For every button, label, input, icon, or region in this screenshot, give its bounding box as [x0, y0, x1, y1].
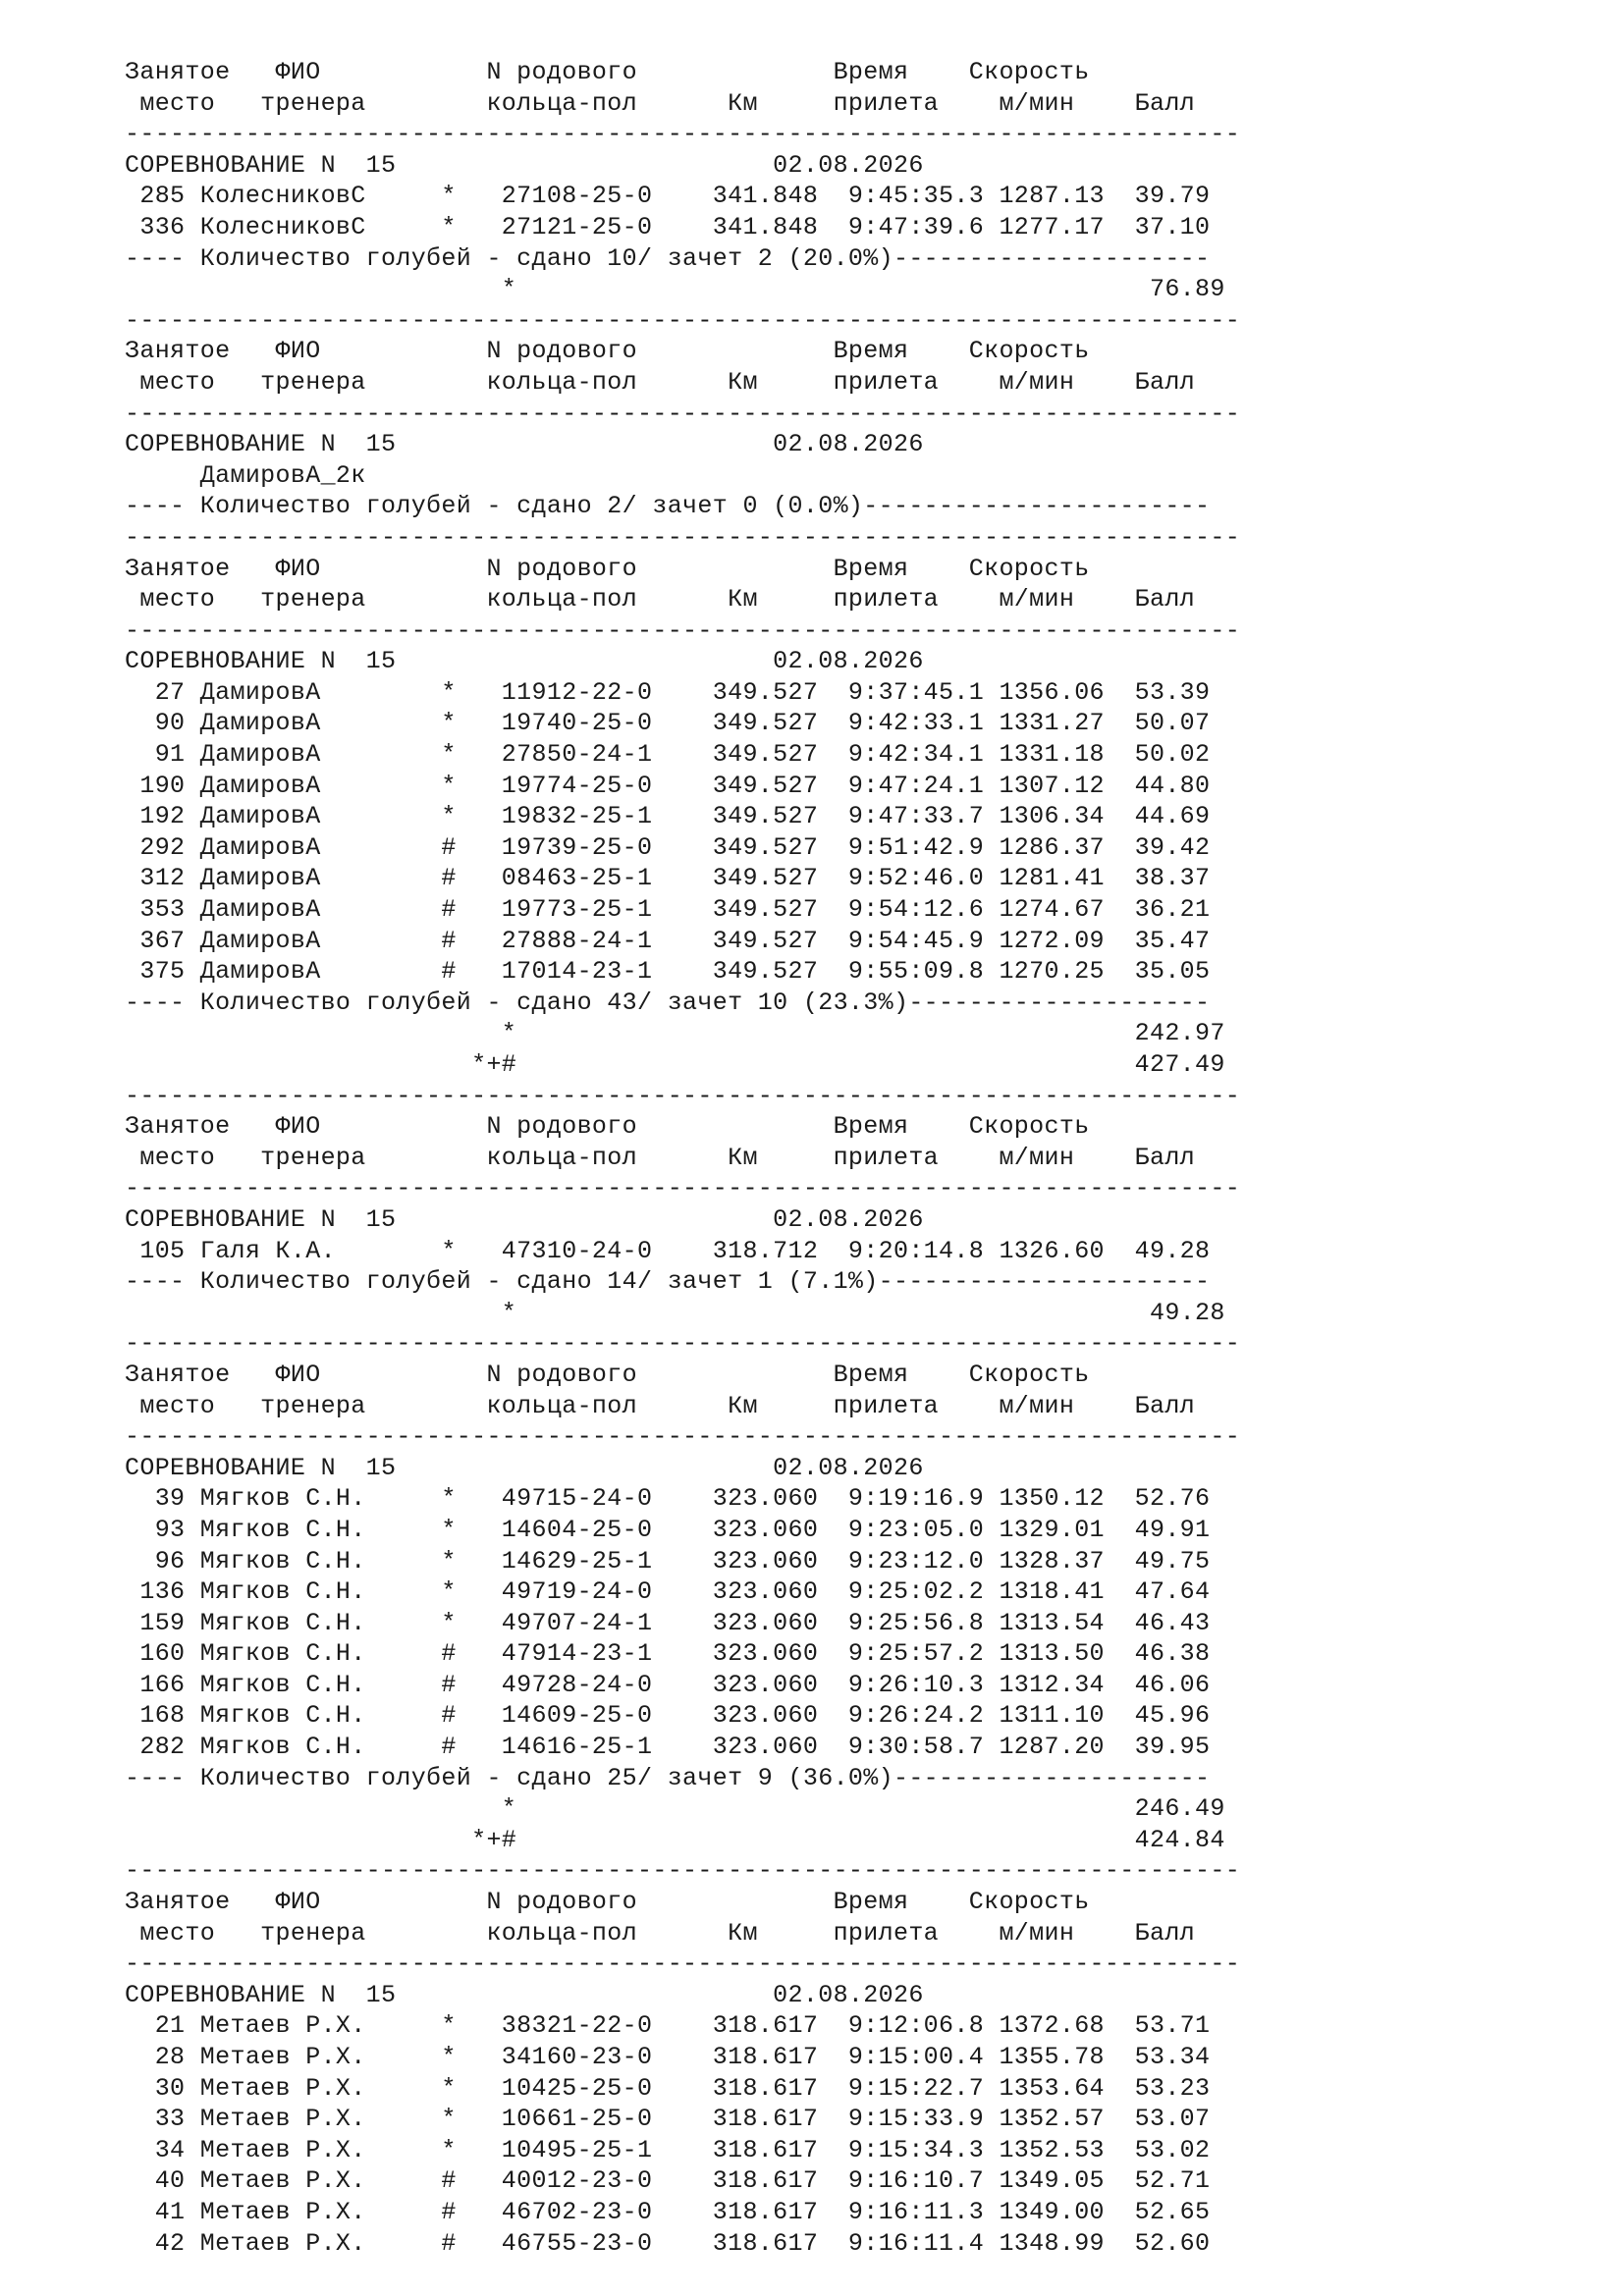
report-line: --------------------------------------------------------------------------: [125, 1174, 1241, 1203]
report-line: *+# 427.49: [125, 1050, 1225, 1079]
report-line: --------------------------------------------------------------------------: [125, 522, 1241, 552]
report-line: * 242.97: [125, 1019, 1225, 1048]
report-line: --------------------------------------------------------------------------: [125, 1856, 1241, 1886]
report-line: 160 Мягков С.Н. # 47914-23-1 323.060 9:25:57.2 1313.50 46.38: [125, 1639, 1211, 1669]
report-line: 30 Метаев Р.Х. * 10425-25-0 318.617 9:15:22.7 1353.64 53.23: [125, 2073, 1211, 2103]
report-line: 285 КолесниковС * 27108-25-0 341.848 9:45:35.3 1287.13 39.79: [125, 182, 1211, 211]
report-line: 40 Метаев Р.Х. # 40012-23-0 318.617 9:16:10.7 1349.05 52.71: [125, 2166, 1211, 2196]
report-line: 292 ДамировА # 19739-25-0 349.527 9:51:42.9 1286.37 39.42: [125, 832, 1211, 862]
report-line: СОРЕВНОВАНИЕ N 15 02.08.2026: [125, 1980, 924, 2009]
report-line: 166 Мягков С.Н. # 49728-24-0 323.060 9:26:10.3 1312.34 46.06: [125, 1670, 1211, 1699]
report-line: * 76.89: [125, 275, 1225, 304]
report-line: --------------------------------------------------------------------------: [125, 1081, 1241, 1110]
report-line: 190 ДамировА * 19774-25-0 349.527 9:47:24.1 1307.12 44.80: [125, 771, 1211, 800]
report-line: * 49.28: [125, 1298, 1225, 1327]
report-line: ---- Количество голубей - сдано 14/ зачет 1 (7.1%)----------------------: [125, 1267, 1211, 1297]
report-line: Занятое ФИО N родового Время Скорость: [125, 58, 1090, 86]
report-line: 42 Метаев Р.Х. # 46755-23-0 318.617 9:16:11.4 1348.99 52.60: [125, 2228, 1211, 2258]
report-line: СОРЕВНОВАНИЕ N 15 02.08.2026: [125, 150, 924, 180]
report-line: ДамировА_2к: [125, 460, 366, 490]
report-line: 375 ДамировА # 17014-23-1 349.527 9:55:09.8 1270.25 35.05: [125, 957, 1211, 987]
report-line: --------------------------------------------------------------------------: [125, 615, 1241, 645]
report-line: 105 Галя К.А. * 47310-24-0 318.712 9:20:14.8 1326.60 49.28: [125, 1236, 1211, 1265]
report-line: 27 ДамировА * 11912-22-0 349.527 9:37:45.1 1356.06 53.39: [125, 677, 1211, 707]
report-line: 367 ДамировА # 27888-24-1 349.527 9:54:45.9 1272.09 35.47: [125, 926, 1211, 955]
report-line: 353 ДамировА # 19773-25-1 349.527 9:54:12.6 1274.67 36.21: [125, 895, 1211, 925]
report-line: 91 ДамировА * 27850-24-1 349.527 9:42:34.1 1331.18 50.02: [125, 740, 1211, 770]
race-results-report: [125, 57, 1240, 2259]
report-line: --------------------------------------------------------------------------: [125, 399, 1241, 428]
report-line: место тренера кольца-пол Км прилета м/мин Балл: [125, 88, 1196, 118]
report-line: --------------------------------------------------------------------------: [125, 305, 1241, 335]
report-line: 33 Метаев Р.Х. * 10661-25-0 318.617 9:15:33.9 1352.57 53.07: [125, 2105, 1211, 2134]
report-line: ---- Количество голубей - сдано 10/ зачет 2 (20.0%)---------------------: [125, 243, 1211, 273]
report-line: 28 Метаев Р.Х. * 34160-23-0 318.617 9:15:00.4 1355.78 53.34: [125, 2043, 1211, 2071]
report-line: СОРЕВНОВАНИЕ N 15 02.08.2026: [125, 647, 924, 676]
report-line: СОРЕВНОВАНИЕ N 15 02.08.2026: [125, 1204, 924, 1234]
report-line: 41 Метаев Р.Х. # 46702-23-0 318.617 9:16:11.3 1349.00 52.65: [125, 2197, 1211, 2226]
report-line: 168 Мягков С.Н. # 14609-25-0 323.060 9:26:24.2 1311.10 45.96: [125, 1701, 1211, 1731]
report-line: 34 Метаев Р.Х. * 10495-25-1 318.617 9:15:34.3 1352.53 53.02: [125, 2135, 1211, 2164]
report-line: ---- Количество голубей - сдано 25/ зачет 9 (36.0%)---------------------: [125, 1763, 1211, 1792]
report-line: место тренера кольца-пол Км прилета м/мин Балл: [125, 585, 1196, 614]
report-line: 159 Мягков С.Н. * 49707-24-1 323.060 9:25:56.8 1313.54 46.43: [125, 1608, 1211, 1637]
report-line: Занятое ФИО N родового Время Скорость: [125, 1888, 1090, 1917]
report-line: Занятое ФИО N родового Время Скорость: [125, 554, 1090, 583]
report-line: ---- Количество голубей - сдано 43/ зачет 10 (23.3%)--------------------: [125, 988, 1211, 1017]
report-line: ---- Количество голубей - сдано 2/ зачет 0 (0.0%)-----------------------: [125, 492, 1211, 521]
report-line: --------------------------------------------------------------------------: [125, 1329, 1241, 1359]
report-line: Занятое ФИО N родового Время Скорость: [125, 1360, 1090, 1389]
report-line: 312 ДамировА # 08463-25-1 349.527 9:52:46.0 1281.41 38.37: [125, 864, 1211, 893]
report-line: 336 КолесниковС * 27121-25-0 341.848 9:47:39.6 1277.17 37.10: [125, 212, 1211, 241]
report-line: 21 Метаев Р.Х. * 38321-22-0 318.617 9:12:06.8 1372.68 53.71: [125, 2011, 1211, 2041]
report-line: 90 ДамировА * 19740-25-0 349.527 9:42:33.1 1331.27 50.07: [125, 709, 1211, 738]
report-line: место тренера кольца-пол Км прилета м/мин Балл: [125, 1143, 1196, 1172]
report-line: Занятое ФИО N родового Время Скорость: [125, 1112, 1090, 1142]
report-line: 136 Мягков С.Н. * 49719-24-0 323.060 9:25:02.2 1318.41 47.64: [125, 1577, 1211, 1607]
report-line: Занятое ФИО N родового Время Скорость: [125, 337, 1090, 366]
report-line: место тренера кольца-пол Км прилета м/мин Балл: [125, 367, 1196, 397]
report-line: 93 Мягков С.Н. * 14604-25-0 323.060 9:23:05.0 1329.01 49.91: [125, 1515, 1211, 1544]
report-line: --------------------------------------------------------------------------: [125, 1949, 1241, 1979]
report-line: место тренера кольца-пол Км прилета м/мин Балл: [125, 1391, 1196, 1420]
report-line: 192 ДамировА * 19832-25-1 349.527 9:47:33.7 1306.34 44.69: [125, 802, 1211, 831]
report-line: СОРЕВНОВАНИЕ N 15 02.08.2026: [125, 430, 924, 459]
report-line: 39 Мягков С.Н. * 49715-24-0 323.060 9:19:16.9 1350.12 52.76: [125, 1484, 1211, 1514]
report-line: --------------------------------------------------------------------------: [125, 1422, 1241, 1452]
report-line: 96 Мягков С.Н. * 14629-25-1 323.060 9:23:12.0 1328.37 49.75: [125, 1546, 1211, 1575]
report-line: СОРЕВНОВАНИЕ N 15 02.08.2026: [125, 1453, 924, 1482]
report-line: 282 Мягков С.Н. # 14616-25-1 323.060 9:30:58.7 1287.20 39.95: [125, 1733, 1211, 1762]
report-line: *+# 424.84: [125, 1825, 1225, 1854]
report-line: --------------------------------------------------------------------------: [125, 120, 1241, 149]
report-line: место тренера кольца-пол Км прилета м/мин Балл: [125, 1918, 1196, 1948]
report-line: * 246.49: [125, 1794, 1225, 1824]
